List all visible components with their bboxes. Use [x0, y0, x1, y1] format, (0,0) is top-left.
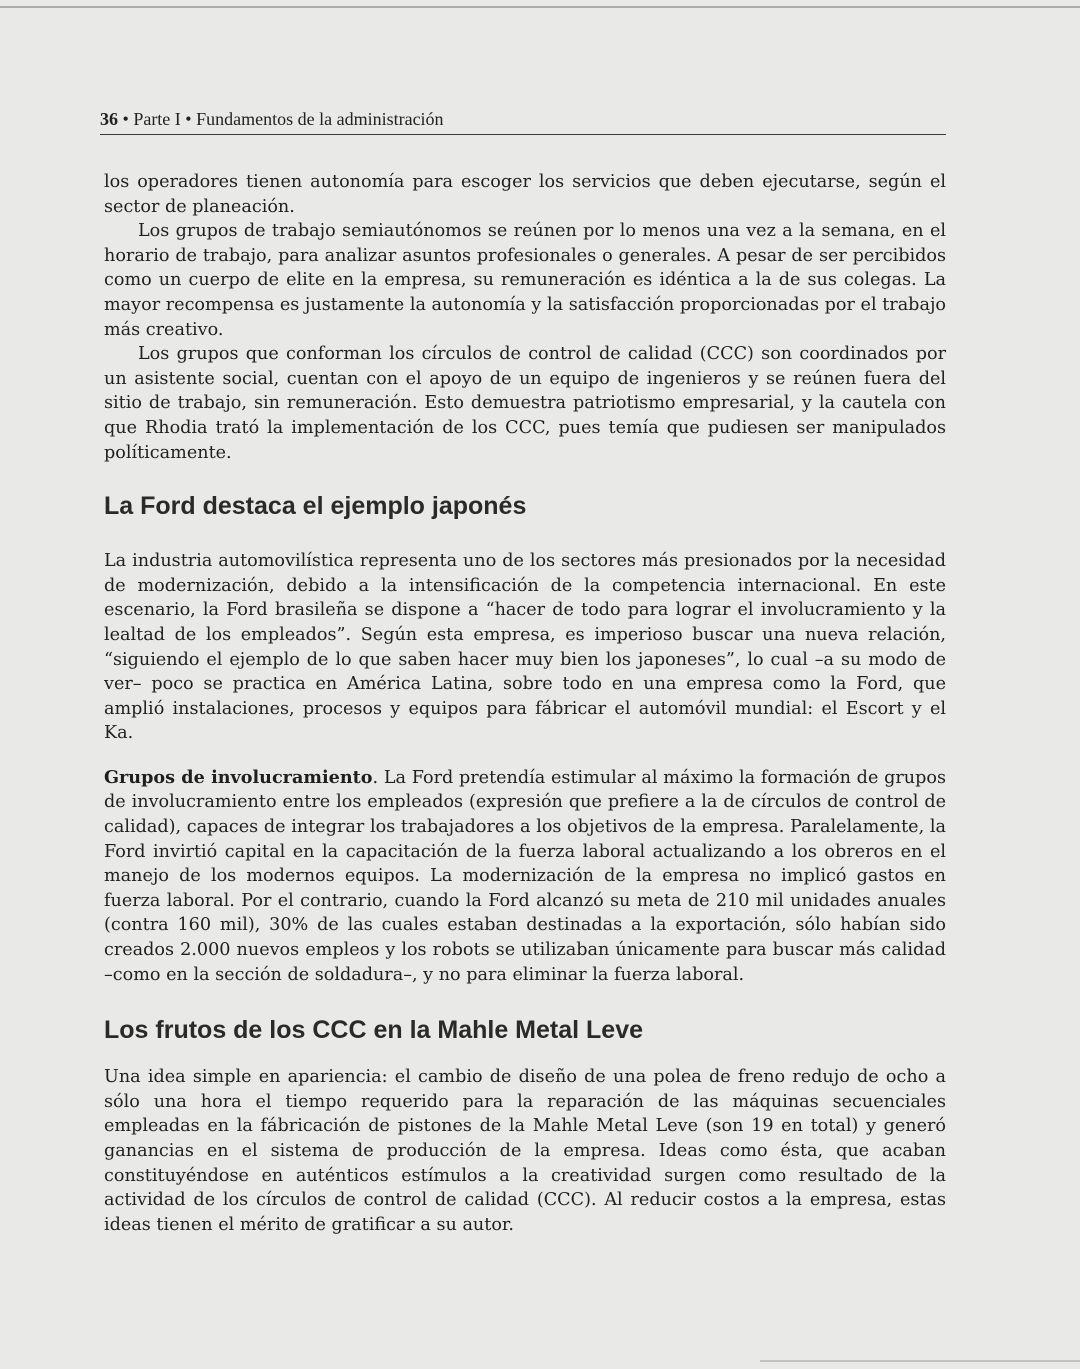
header-section-title: Fundamentos de la administración — [196, 109, 444, 129]
scan-edge-line-bottom — [760, 1360, 1080, 1362]
run-in-heading: Grupos de involucramiento — [104, 766, 373, 788]
running-header — [100, 106, 946, 135]
paragraph-continued: los operadores tienen autonomía para escoger los servicios que deben ejecutarse, según el sector de planeación. — [104, 172, 946, 217]
paragraph-ccc-groups: Los grupos que conforman los círculos de control de calidad (CCC) son coordinados por un asistente social, cuentan con el apoyo de un equipo de ingenieros y se reúnen fuera del sitio de trabajo, sin remuneración. Esto demuestra patriotismo empresarial, y la cautela con que Rhodia trató la implementación de los CCC, pues temía que pudiesen ser manipulados políticamente. — [104, 344, 946, 463]
paragraph-mahle-idea: Una idea simple en apariencia: el cambio de diseño de una polea de freno redujo de ocho a sólo una hora el tiempo requerido para la reparación de las máquinas secuenciales empleadas en la fábricación de pistones de la Mahle Metal Leve (son 19 en total) y generó ganancias en el sistema de producción de la empresa. Ideas como ésta, que acaban constituyéndose en auténticos estímulos a la creatividad surgen como resultado de la actividad de los círculos de control de calidad (CCC). Al reducir costos a la empresa, estas ideas tienen el mérito de gratificar a su autor. — [104, 1067, 946, 1235]
header-separator: • — [118, 109, 134, 129]
header-separator: • — [180, 109, 197, 129]
paragraph-gap — [104, 746, 946, 766]
paragraph-involvement-body: . La Ford pretendía estimular al máximo la formación de grupos de involucramiento entre los empleados (expresión que prefiere a la de círculos de control de calidad), capaces de integrar los trabajadores a los objetivos de la empresa. Paralelamente, la Ford invirtió capital en la capacitación de la fuerza laboral actualizando a los obreros en el manejo de los modernos equipos. La modernización de la empresa no implicó gastos en fuerza laboral. Por el contrario, cuando la Ford alcanzó su meta de 210 mil unidades anuales (contra 160 mil), 30% de las cuales estaban destinadas a la exportación, sólo habían sido creados 2.000 nuevos empleos y los robots se utilizaban únicamente para buscar más calidad –como en la sección de soldadura–, y no para eliminar la fuerza laboral. — [104, 767, 946, 985]
paragraph-semiautonomous-groups: Los grupos de trabajo semiautónomos se reúnen por lo menos una vez a la semana, en el horario de trabajo, para analizar asuntos profesionales o generales. A pesar de ser percibidos como un cuerpo de elite en la empresa, su remuneración es idéntica a la de sus colegas. La mayor recompensa es justamente la autonomía y la satisfacción proporcionadas por el trabajo más creativo. — [104, 221, 946, 340]
section-heading-mahle: Los frutos de los CCC en la Mahle Metal Leve — [104, 1016, 644, 1045]
page-body — [104, 170, 946, 1237]
paragraph-involvement-groups — [104, 766, 946, 987]
header-part: Parte I — [133, 109, 181, 129]
paragraph-ford-industry: La industria automovilística representa uno de los sectores más presionados por la necesidad de modernización, debido a la intensificación de la competencia internacional. En este escenario, la Ford brasileña se dispone a “hacer de todo para lograr el involucramiento y la lealtad de los empleados”. Según esta empresa, es imperioso buscar una nueva relación, “siguiendo el ejemplo de lo que saben hacer muy bien los japoneses”, lo cual –a su modo de ver– poco se practica en América Latina, sobre todo en una empresa como la Ford, que amplió instalaciones, procesos y equipos para fábricar el automóvil mundial: el Escort y el Ka. — [104, 551, 946, 744]
scan-edge-line-top — [0, 6, 1080, 8]
page-number: 36 — [100, 109, 118, 129]
section-heading-ford: La Ford destaca el ejemplo japonés — [104, 492, 527, 521]
